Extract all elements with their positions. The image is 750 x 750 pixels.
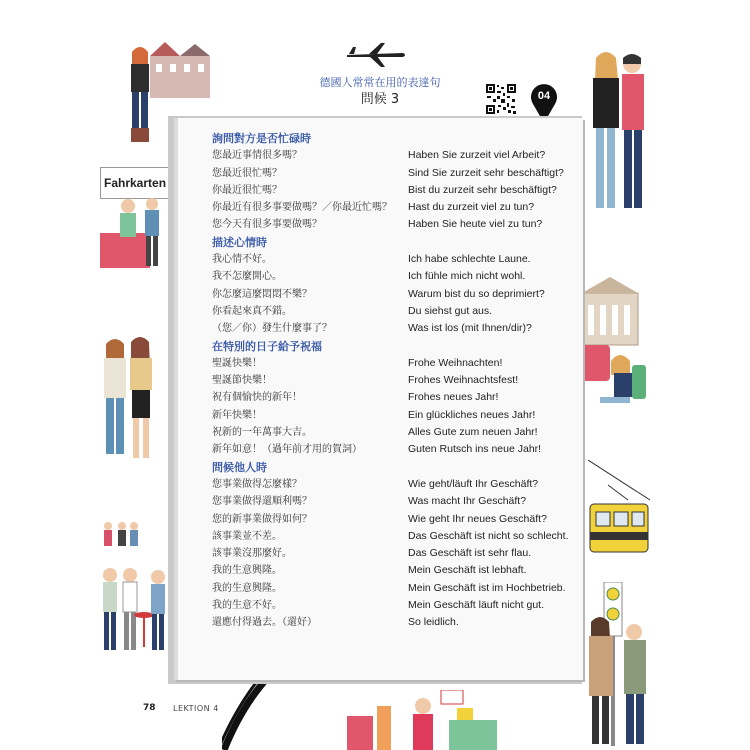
phrase-row [212, 286, 572, 303]
section-heading: 詢問對方是否忙碌時 [212, 132, 311, 145]
section-heading: 描述心情時 [212, 235, 267, 249]
phrase-chinese: 祝有個愉快的新年！ [212, 392, 302, 404]
fahrkarten-sign: Fahrkarten [100, 167, 171, 199]
pin-number: 04 [537, 90, 551, 102]
people-walking-illustration [100, 520, 142, 560]
phrase-german: Ein glückliches neues Jahr! [408, 408, 536, 421]
phrase-row [212, 216, 572, 233]
airplane-icon [345, 42, 407, 68]
phrase-chinese: 我的生意興隆。 [212, 582, 282, 594]
phrase-row [212, 355, 572, 372]
phrase-chinese: （您／你）發生什麼事了？ [212, 323, 332, 335]
phrase-german: Ich fühle mich nicht wohl. [408, 270, 526, 283]
phrase-row [212, 562, 572, 579]
phrase-german: Haben Sie heute viel zu tun? [408, 218, 543, 231]
phrase-chinese: 您最近事情很多嗎？ [212, 150, 302, 162]
phrase-german: Hast du zurzeit viel zu tun? [408, 201, 535, 214]
phrase-chinese: 你看起來真不錯。 [212, 305, 292, 317]
phrase-german: Was macht Ihr Geschäft? [408, 495, 527, 508]
phrase-german: Was ist los (mit Ihnen/dir)? [408, 322, 532, 335]
phrase-chinese: 該事業並不差。 [212, 530, 282, 542]
phrase-row [212, 476, 572, 493]
phrase-german: Bist du zurzeit sehr beschäftigt? [408, 183, 557, 196]
decorative-stripe [222, 675, 272, 750]
phrase-row [212, 597, 572, 614]
qr-code-icon[interactable] [485, 83, 517, 115]
phrase-row [212, 199, 572, 216]
phrase-chinese: 聖誕節快樂！ [212, 375, 272, 387]
phrase-german: Mein Geschäft ist lebhaft. [408, 564, 527, 577]
phrase-row [212, 511, 572, 528]
phrase-row [212, 372, 572, 389]
phrase-chinese: 新年快樂！ [212, 409, 262, 421]
phrase-chinese: 您最近很忙嗎？ [212, 167, 282, 179]
phrase-german: Haben Sie zurzeit viel Arbeit? [408, 149, 546, 162]
shopping-illustration [345, 690, 500, 750]
phrase-german: Alles Gute zum neuen Jahr! [408, 426, 538, 439]
phrase-german: Du siehst gut aus. [408, 304, 493, 317]
cafe-group-illustration [100, 565, 170, 660]
phrase-german: Das Geschäft ist sehr flau. [408, 547, 532, 560]
phrase-list [212, 130, 572, 632]
phrase-row [212, 320, 572, 337]
phrase-german: Wie geht Ihr neues Geschäft? [408, 512, 547, 525]
phrase-row [212, 182, 572, 199]
phrase-chinese: 還應付得過去。（還好） [212, 617, 317, 629]
phrase-chinese: 你最近有很多事要做嗎？／你最近忙嗎？ [212, 202, 392, 214]
phrase-row [212, 493, 572, 510]
phrase-german: So leidlich. [408, 616, 459, 629]
ticket-counter-illustration [100, 198, 170, 278]
tram-illustration [588, 460, 650, 560]
couple-illustration [588, 50, 650, 218]
phrase-row [212, 545, 572, 562]
phrase-chinese: 我心情不好。 [212, 254, 272, 266]
phrase-german: Mein Geschäft läuft nicht gut. [408, 599, 544, 612]
phrase-german: Mein Geschäft ist im Hochbetrieb. [408, 581, 566, 594]
page-number: 78 [143, 703, 156, 713]
phrase-german: Das Geschäft ist nicht so schlecht. [408, 529, 569, 542]
section-heading: 在特別的日子給予祝福 [212, 339, 322, 353]
section-subtitle: 德國人常常在用的表達句 [319, 76, 441, 89]
phrase-german: Warum bist du so deprimiert? [408, 287, 545, 300]
phrase-row [212, 303, 572, 320]
phrase-german: Sind Sie zurzeit sehr beschäftigt? [408, 166, 564, 179]
bus-stop-people-illustration [586, 582, 650, 750]
phrase-row [212, 580, 572, 597]
phrase-chinese: 您事業做得還順利嗎？ [212, 496, 312, 508]
phrase-chinese: 你最近很忙嗎？ [212, 184, 282, 196]
phrase-german: Frohe Weihnachten! [408, 356, 503, 369]
phrase-chinese: 我的生意不好。 [212, 600, 282, 612]
phrase-row [212, 165, 572, 182]
phrase-chinese: 我不怎麼開心。 [212, 271, 282, 283]
phrase-chinese: 我的生意興隆。 [212, 565, 282, 577]
phrase-row [212, 268, 572, 285]
page-title: 問候 3 [360, 92, 400, 107]
phrase-german: Frohes neues Jahr! [408, 391, 499, 404]
phrase-chinese: 該事業沒那麼好。 [212, 548, 292, 560]
phrase-german: Guten Rutsch ins neue Jahr! [408, 443, 542, 456]
phrase-row [212, 528, 572, 545]
lesson-label: LEKTION 4 [173, 704, 219, 713]
phrase-chinese: 您的新事業做得如何？ [212, 513, 312, 525]
section-heading: 問候他人時 [212, 460, 267, 474]
phrase-row [212, 614, 572, 631]
phrase-row [212, 407, 572, 424]
phrase-chinese: 祝新的一年萬事大吉。 [212, 427, 312, 439]
phrase-row [212, 424, 572, 441]
phrase-german: Ich habe schlechte Laune. [408, 253, 531, 266]
opera-house-illustration [580, 275, 650, 430]
phrase-row [212, 251, 572, 268]
phrase-chinese: 新年如意！（過年前才用的賀詞） [212, 444, 362, 456]
phrase-chinese: 聖誕快樂！ [212, 357, 262, 369]
phrase-chinese: 您今天有很多事要做嗎？ [212, 219, 322, 231]
phrase-german: Frohes Weihnachtsfest! [408, 374, 519, 387]
phrase-row [212, 389, 572, 406]
phrase-chinese: 您事業做得怎麼樣？ [212, 478, 302, 490]
phrase-chinese: 你怎麼這麼悶悶不樂？ [212, 288, 312, 300]
phrase-row [212, 441, 572, 458]
phrase-german: Wie geht/läuft Ihr Geschäft? [408, 477, 539, 490]
phrase-row [212, 147, 572, 164]
two-women-illustration [100, 336, 158, 471]
